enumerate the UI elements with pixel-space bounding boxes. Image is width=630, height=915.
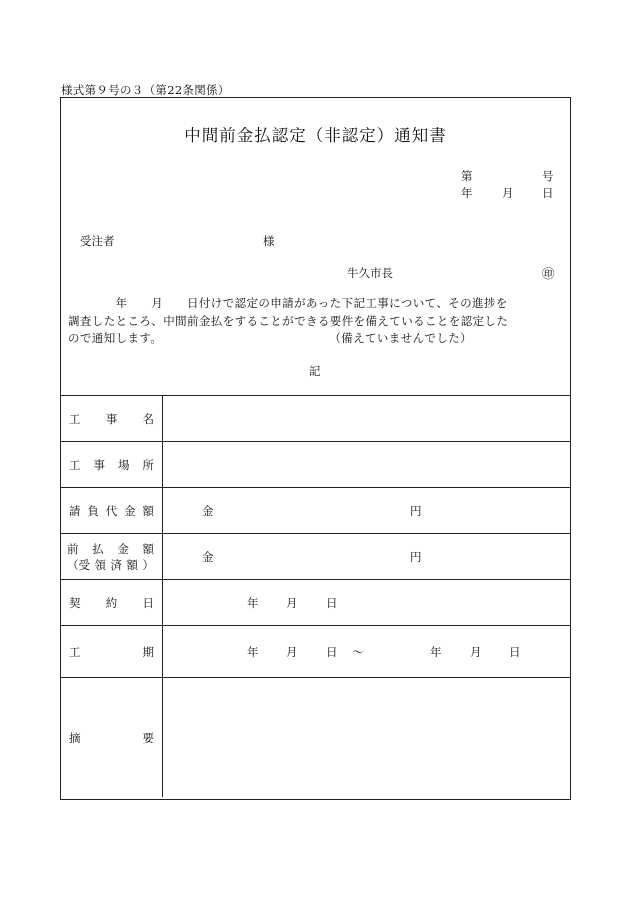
- table-row-contract-amount: [61, 487, 570, 533]
- table-row-construction-site: [61, 441, 570, 487]
- recipient-label: 受注者: [80, 234, 115, 248]
- table-row-contract-date: 契 約 日 年 月 日: [61, 579, 570, 625]
- amount-kin: 金: [202, 503, 214, 518]
- number-dai: 第: [461, 169, 473, 183]
- amount-en: 円: [410, 503, 422, 518]
- table-row-remarks: [61, 677, 570, 797]
- body-line-2: 調査したところ、中間前金払をすることができる要件を備えていることを認定した: [68, 313, 509, 328]
- advance-en: 円: [410, 549, 422, 564]
- row-label: 請 負 代 金 額: [69, 503, 154, 518]
- body-line-1: 年 月 日付けで認定の申請があった下記工事について、その進捗を: [68, 296, 508, 310]
- table-row-construction-name: [61, 395, 570, 441]
- row-label: 工 事 場 所: [69, 457, 154, 472]
- document-title: 中間前金払認定（非認定）通知書: [184, 126, 447, 145]
- seal-mark: ㊞: [542, 266, 555, 281]
- issuer-name: 牛久市長: [347, 266, 393, 280]
- row-label: 摘 要: [69, 730, 154, 745]
- number-gou: 号: [542, 169, 554, 183]
- date-day: 日: [542, 186, 554, 200]
- recipient-honorific: 様: [263, 234, 275, 248]
- row-label: 工 事 名: [69, 411, 154, 426]
- body-line-3: ので通知します。 （備えていませんでした）: [68, 331, 473, 345]
- table-row-construction-period: 工 期 年 月 日 ～ 年 月 日: [61, 625, 570, 677]
- row-label: 前 払 金 額 （受 領 済 額 ）: [67, 541, 154, 572]
- row-label: 工 期: [69, 644, 154, 659]
- details-table: [61, 395, 570, 797]
- date-year: 年: [461, 186, 473, 200]
- form-number: 様式第９号の３（第22条関係）: [61, 83, 230, 97]
- ki-heading: 記: [309, 364, 321, 378]
- row-label: 契 約 日: [69, 595, 154, 610]
- table-row-advance-amount: [61, 533, 570, 579]
- notice-body: [68, 295, 564, 348]
- advance-kin: 金: [202, 549, 214, 564]
- notice-form: [60, 97, 571, 800]
- period-tilde: ～: [352, 644, 364, 659]
- date-month: 月: [502, 186, 514, 200]
